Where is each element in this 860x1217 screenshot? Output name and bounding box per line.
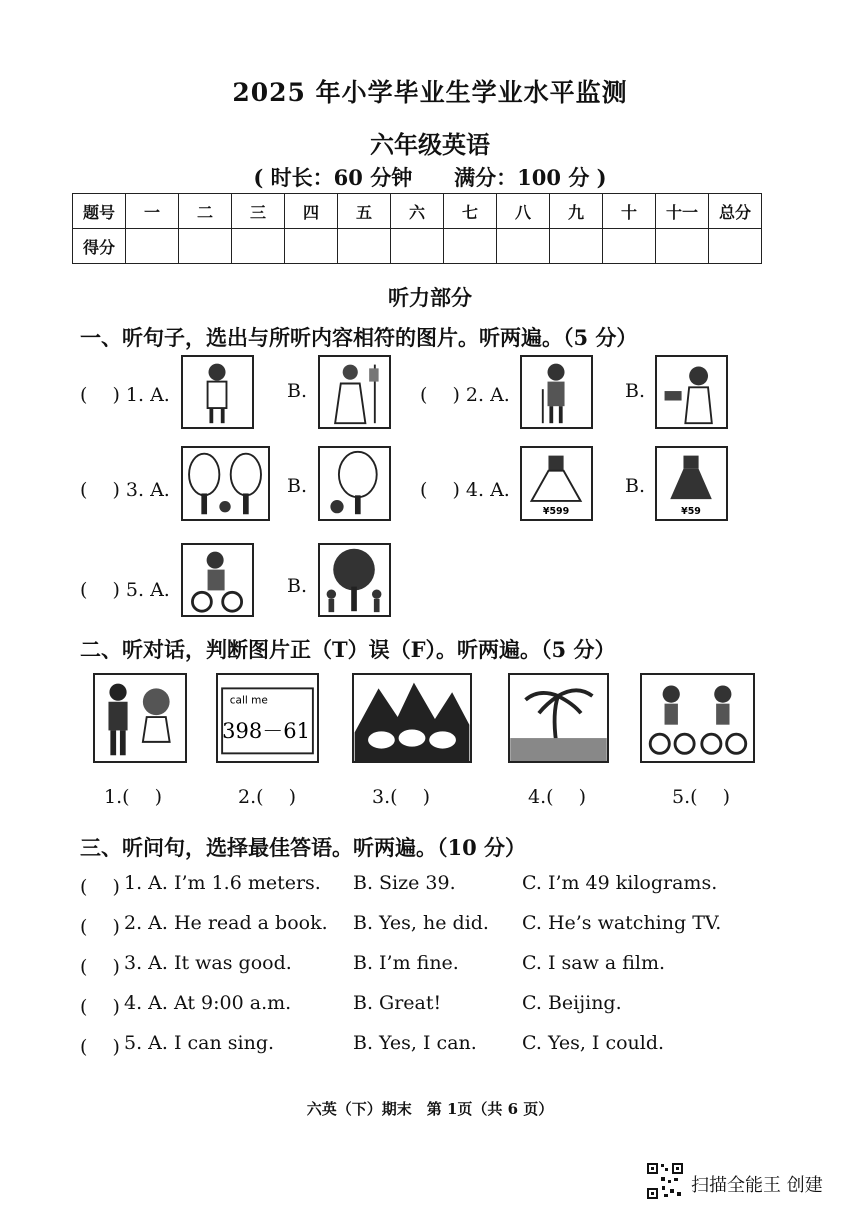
score-value-row: [73, 229, 762, 264]
q2-number: ( ) 2. A.: [420, 384, 510, 406]
s3-q5-option-b: B. Yes, I can.: [353, 1032, 477, 1054]
score-cell: 三: [232, 194, 285, 229]
q1-b-label: B.: [287, 380, 308, 402]
exam-meta: ( 时长：60 分钟 满分：100 分 ): [253, 165, 607, 190]
score-cell: 一: [126, 194, 179, 229]
s3-q5-option-a: 5. A. I can sing.: [124, 1032, 275, 1054]
q1-number: ( ) 1. A.: [80, 384, 170, 406]
q4-image-a: [520, 446, 593, 521]
s3-q2-option-a: 2. A. He read a book.: [124, 912, 328, 934]
score-input[interactable]: [656, 229, 709, 264]
score-input[interactable]: [603, 229, 656, 264]
exam-subtitle: 六年级英语: [370, 130, 490, 159]
score-input[interactable]: [126, 229, 179, 264]
s2-sign-top: call me: [229, 694, 268, 707]
score-cell: 题号: [73, 194, 126, 229]
q2-image-a: [520, 355, 593, 429]
s2-blank-5[interactable]: 5.( ): [672, 786, 730, 808]
score-input[interactable]: [232, 229, 285, 264]
s3-q2-option-c: C. He’s watching TV.: [522, 912, 722, 934]
score-cell: 四: [285, 194, 338, 229]
s2-image-2: [216, 673, 319, 763]
q3-number: ( ) 3. A.: [80, 479, 170, 501]
section1-title: 一、听句子，选出与所听内容相符的图片。听两遍。（5 分）: [80, 325, 638, 350]
q3-b-label: B.: [287, 475, 308, 497]
q1-image-a: [181, 355, 254, 429]
score-input[interactable]: [179, 229, 232, 264]
q3-image-b: [318, 446, 391, 521]
s3-q1-option-a: 1. A. I’m 1.6 meters.: [124, 872, 321, 894]
s3-q2-paren[interactable]: ( ): [80, 916, 120, 938]
score-input[interactable]: [285, 229, 338, 264]
s3-q3-paren[interactable]: ( ): [80, 956, 120, 978]
q3-image-a: [181, 446, 270, 521]
score-label: 得分: [73, 229, 126, 264]
score-table: [72, 193, 762, 264]
score-cell: 十一: [656, 194, 709, 229]
score-cell: 二: [179, 194, 232, 229]
q4-price-a: ¥599: [542, 506, 570, 518]
qr-code-icon: [646, 1162, 684, 1200]
s2-sign-number: 398－61: [222, 718, 311, 744]
s3-q4-paren[interactable]: ( ): [80, 996, 120, 1018]
score-cell: 五: [338, 194, 391, 229]
s3-q5-paren[interactable]: ( ): [80, 1036, 120, 1058]
s2-blank-1[interactable]: 1.( ): [104, 786, 162, 808]
page-footer: 六英（下）期末 第 1页（共 6 页）: [306, 1100, 554, 1118]
s3-q2-option-b: B. Yes, he did.: [353, 912, 489, 934]
s2-blank-3[interactable]: 3.( ): [372, 786, 430, 808]
s3-q5-option-c: C. Yes, I could.: [522, 1032, 665, 1054]
score-input[interactable]: [444, 229, 497, 264]
q5-number: ( ) 5. A.: [80, 579, 170, 601]
q5-b-label: B.: [287, 575, 308, 597]
score-cell: 十: [603, 194, 656, 229]
score-cell: 九: [550, 194, 603, 229]
q2-b-label: B.: [625, 380, 646, 402]
s3-q4-option-b: B. Great!: [353, 992, 442, 1014]
s2-blank-4[interactable]: 4.( ): [528, 786, 586, 808]
q5-image-a: [181, 543, 254, 617]
s2-blank-2[interactable]: 2.( ): [238, 786, 296, 808]
score-input[interactable]: [338, 229, 391, 264]
s2-image-5: [640, 673, 755, 763]
s2-image-4: [508, 673, 609, 763]
score-cell: 六: [391, 194, 444, 229]
s3-q3-option-b: B. I’m fine.: [353, 952, 459, 974]
s3-q1-paren[interactable]: ( ): [80, 876, 120, 898]
s2-image-3: [352, 673, 472, 763]
q4-b-label: B.: [625, 475, 646, 497]
score-cell: 八: [497, 194, 550, 229]
score-input[interactable]: [497, 229, 550, 264]
s3-q3-option-c: C. I saw a film.: [522, 952, 666, 974]
q1-image-b: [318, 355, 391, 429]
score-cell: 七: [444, 194, 497, 229]
q5-image-b: [318, 543, 391, 617]
section2-title: 二、听对话，判断图片正（T）误（F）。听两遍。（5 分）: [80, 637, 616, 662]
watermark-text: 扫描全能王 创建: [691, 1175, 823, 1196]
score-input[interactable]: [391, 229, 444, 264]
s3-q3-option-a: 3. A. It was good.: [124, 952, 292, 974]
score-input[interactable]: [550, 229, 603, 264]
s3-q1-option-c: C. I’m 49 kilograms.: [522, 872, 718, 894]
score-cell: 总分: [709, 194, 762, 229]
q2-image-b: [655, 355, 728, 429]
part-title: 听力部分: [388, 285, 472, 310]
score-input[interactable]: [709, 229, 762, 264]
s3-q4-option-c: C. Beijing.: [522, 992, 622, 1014]
q4-price-b: ¥59: [681, 506, 701, 518]
section3-title: 三、听问句，选择最佳答语。听两遍。（10 分）: [80, 835, 527, 860]
s3-q1-option-b: B. Size 39.: [353, 872, 456, 894]
score-header-row: [73, 194, 762, 229]
s2-image-1: [93, 673, 187, 763]
q4-image-b: [655, 446, 728, 521]
exam-title: 2025 年小学毕业生学业水平监测: [232, 78, 628, 107]
q4-number: ( ) 4. A.: [420, 479, 510, 501]
s3-q4-option-a: 4. A. At 9:00 a.m.: [124, 992, 292, 1014]
